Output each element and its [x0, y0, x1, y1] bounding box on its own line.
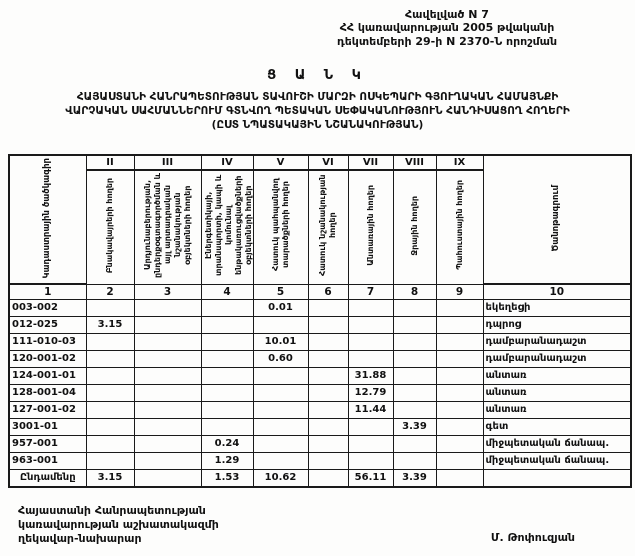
- value-cell: [253, 435, 308, 452]
- roman-numeral: VII: [348, 155, 393, 170]
- table-row: [9, 435, 631, 452]
- footer-signatory-title: [18, 504, 219, 545]
- value-cell: [308, 452, 348, 469]
- note-cell: գետ: [483, 418, 631, 435]
- total-row: [9, 469, 631, 487]
- value-cell: [86, 435, 134, 452]
- cadastral-code-cell: 128-001-04: [9, 384, 86, 401]
- note-cell: անտառ: [483, 367, 631, 384]
- footer-line: Հայաստանի Հանրապետության: [18, 504, 206, 518]
- value-cell: [436, 452, 483, 469]
- total-value-cell: 10.62: [253, 469, 308, 487]
- value-cell: [86, 401, 134, 418]
- note-cell: եկեղեցի: [483, 299, 631, 316]
- value-cell: [348, 452, 393, 469]
- col-header-water-lands: [393, 170, 436, 284]
- value-cell: [393, 435, 436, 452]
- col-header-forest-lands: [348, 170, 393, 284]
- value-cell: [308, 333, 348, 350]
- col-header-infrastructure-lands: [201, 170, 253, 284]
- value-cell: [253, 401, 308, 418]
- value-cell: 12.79: [348, 384, 393, 401]
- column-number: 9: [436, 284, 483, 299]
- col-header-label: Պահուստային հողեր: [454, 180, 464, 271]
- cadastral-code-cell: 963-001: [9, 452, 86, 469]
- note-cell: դպրոց: [483, 316, 631, 333]
- value-cell: [134, 350, 201, 367]
- title-heading: Ց Ա Ն Կ: [267, 68, 368, 84]
- col-header-label: Անտառային հողեր: [365, 185, 375, 266]
- annex-line: դեկտեմբերի 29-ի N 2370-Ն որոշման: [336, 34, 558, 48]
- note-cell: միջպետական ճանապ.: [483, 435, 631, 452]
- value-cell: 31.88: [348, 367, 393, 384]
- annex-line: ՀՀ կառավարության 2005 թվականի: [339, 21, 555, 35]
- value-cell: 10.01: [253, 333, 308, 350]
- title-line: (ԸՍՏ ՆՊԱՏԱԿԱՅԻՆ ՆՇԱՆԱԿՈՒԹՅԱՆ): [211, 118, 424, 131]
- roman-numeral: V: [253, 155, 308, 170]
- value-cell: [436, 333, 483, 350]
- total-label: Ընդամենը: [9, 469, 86, 487]
- total-value-cell: [134, 469, 201, 487]
- value-cell: [86, 350, 134, 367]
- value-cell: [253, 452, 308, 469]
- table-row: [9, 299, 631, 316]
- value-cell: [308, 350, 348, 367]
- column-number: 8: [393, 284, 436, 299]
- table-row: [9, 401, 631, 418]
- note-cell: դամբարանադաշտ: [483, 350, 631, 367]
- column-number-row: [9, 284, 631, 299]
- value-cell: [253, 418, 308, 435]
- value-cell: [348, 333, 393, 350]
- annex-line: Հավելված N 7: [405, 8, 489, 21]
- value-cell: [436, 350, 483, 367]
- value-cell: [393, 384, 436, 401]
- value-cell: [308, 418, 348, 435]
- value-cell: [134, 401, 201, 418]
- cadastral-code-cell: 111-010-03: [9, 333, 86, 350]
- value-cell: [393, 367, 436, 384]
- col-header-protected-area-lands: [253, 170, 308, 284]
- cadastral-code-cell: 012-025: [9, 316, 86, 333]
- value-cell: [134, 418, 201, 435]
- col-header-special-purpose-lands: [308, 170, 348, 284]
- value-cell: [86, 299, 134, 316]
- table-row: [9, 384, 631, 401]
- value-cell: 0.01: [253, 299, 308, 316]
- note-cell: դամբարանադաշտ: [483, 333, 631, 350]
- value-cell: [436, 299, 483, 316]
- value-cell: [253, 316, 308, 333]
- footer-line: կառավարության աշխատակազմի: [18, 517, 219, 531]
- value-cell: [436, 316, 483, 333]
- value-cell: [86, 418, 134, 435]
- value-cell: [201, 333, 253, 350]
- signature-name: Մ. Թոփուզյան: [490, 531, 575, 545]
- value-cell: [436, 367, 483, 384]
- title-line: ՎԱՐՉԱԿԱՆ ՍԱՀՄԱՆՆԵՐՈՒՄ ԳՏՆՎՈՂ ՊԵՏԱԿԱՆ ՍԵՓԱԿԱՆՈՒԹՅՈՒՆ ՀԱՆԴԻՍԱՑՈՂ ՀՈՂԵՐԻ: [65, 104, 570, 117]
- document-title: [0, 68, 635, 132]
- total-value-cell: [308, 469, 348, 487]
- col-header-label: Ջրային հողեր: [409, 195, 419, 256]
- value-cell: [201, 418, 253, 435]
- table-row: [9, 333, 631, 350]
- col-header-cadastral-code: [9, 155, 86, 284]
- column-number: 3: [134, 284, 201, 299]
- cadastral-code-cell: 957-001: [9, 435, 86, 452]
- cadastral-code-cell: 124-001-01: [9, 367, 86, 384]
- value-cell: [393, 299, 436, 316]
- value-cell: [201, 401, 253, 418]
- value-cell: [348, 350, 393, 367]
- value-cell: [134, 367, 201, 384]
- roman-numeral: IX: [436, 155, 483, 170]
- column-number: 6: [308, 284, 348, 299]
- value-cell: [393, 316, 436, 333]
- value-cell: [436, 401, 483, 418]
- roman-numeral: II: [86, 155, 134, 170]
- value-cell: 0.60: [253, 350, 308, 367]
- cadastral-code-cell: 127-001-02: [9, 401, 86, 418]
- column-number: 10: [483, 284, 631, 299]
- value-cell: [436, 435, 483, 452]
- value-cell: [134, 333, 201, 350]
- col-header-label: Հատուկ պահպանվող տարածքների հողեր: [270, 178, 290, 272]
- value-cell: 11.44: [348, 401, 393, 418]
- col-header-label: Հատուկ նշանակության հողեր: [318, 174, 337, 277]
- column-number: 4: [201, 284, 253, 299]
- value-cell: [308, 401, 348, 418]
- total-value-cell: 3.15: [86, 469, 134, 487]
- col-header-label: Արդյունաբերության, ընդերքօգտագործման և այլ արտադրական նշանակության օբյեկտների հողեր: [142, 172, 192, 278]
- value-cell: [308, 316, 348, 333]
- value-cell: [393, 452, 436, 469]
- value-cell: [436, 384, 483, 401]
- col-header-reserve-lands: [436, 170, 483, 284]
- value-cell: [86, 367, 134, 384]
- value-cell: [253, 384, 308, 401]
- value-cell: [436, 418, 483, 435]
- column-number: 5: [253, 284, 308, 299]
- col-header-note: [483, 155, 631, 284]
- table-row: [9, 367, 631, 384]
- col-header-note-label: Ծանոթագրում: [551, 184, 562, 252]
- col-header-cadastral-code-label: Կադաստրային ծածկագիր: [42, 157, 53, 279]
- col-header-label: Բնակավայրերի հողեր: [105, 177, 114, 274]
- note-cell: անտառ: [483, 384, 631, 401]
- land-categories-table: [8, 154, 632, 488]
- cadastral-code-cell: 120-001-02: [9, 350, 86, 367]
- total-value-cell: 1.53: [201, 469, 253, 487]
- value-cell: [134, 384, 201, 401]
- value-cell: [308, 299, 348, 316]
- roman-numeral-row: [9, 155, 631, 170]
- table-row: [9, 418, 631, 435]
- value-cell: 3.39: [393, 418, 436, 435]
- value-cell: [308, 435, 348, 452]
- value-cell: [393, 401, 436, 418]
- value-cell: [201, 367, 253, 384]
- value-cell: [308, 384, 348, 401]
- value-cell: [253, 367, 308, 384]
- roman-numeral: VIII: [393, 155, 436, 170]
- value-cell: [134, 435, 201, 452]
- value-cell: 3.15: [86, 316, 134, 333]
- value-cell: 0.24: [201, 435, 253, 452]
- value-cell: [134, 299, 201, 316]
- col-header-label: Էներգետիկայի, տրանսպորտի, կապի և կոմունալ ենթակառուցվածքների օբյեկտների հողեր: [203, 174, 253, 276]
- column-number: 2: [86, 284, 134, 299]
- value-cell: [308, 367, 348, 384]
- value-cell: 1.29: [201, 452, 253, 469]
- value-cell: [134, 452, 201, 469]
- value-cell: [201, 316, 253, 333]
- roman-numeral: IV: [201, 155, 253, 170]
- value-cell: [86, 333, 134, 350]
- total-note-cell: [483, 469, 631, 487]
- total-value-cell: [436, 469, 483, 487]
- signature-block: [0, 504, 635, 545]
- value-cell: [201, 299, 253, 316]
- roman-numeral: VI: [308, 155, 348, 170]
- table-row: [9, 452, 631, 469]
- value-cell: [393, 350, 436, 367]
- roman-numeral: III: [134, 155, 201, 170]
- table-row: [9, 316, 631, 333]
- table-row: [9, 350, 631, 367]
- value-cell: [86, 384, 134, 401]
- value-cell: [348, 418, 393, 435]
- col-header-industrial-lands: [134, 170, 201, 284]
- total-value-cell: 56.11: [348, 469, 393, 487]
- value-cell: [201, 350, 253, 367]
- footer-line: ղեկավար-նախարար: [18, 531, 142, 545]
- value-cell: [348, 316, 393, 333]
- value-cell: [134, 316, 201, 333]
- total-value-cell: 3.39: [393, 469, 436, 487]
- col-header-settlement-lands: [86, 170, 134, 284]
- column-number: 7: [348, 284, 393, 299]
- value-cell: [348, 299, 393, 316]
- note-cell: միջպետական ճանապ.: [483, 452, 631, 469]
- note-cell: անտառ: [483, 401, 631, 418]
- cadastral-code-cell: 003-002: [9, 299, 86, 316]
- cadastral-code-cell: 3001-01: [9, 418, 86, 435]
- value-cell: [86, 452, 134, 469]
- value-cell: [348, 435, 393, 452]
- value-cell: [393, 333, 436, 350]
- value-cell: [201, 384, 253, 401]
- annex-reference: [297, 0, 597, 48]
- title-line: ՀԱՅԱՍՏԱՆԻ ՀԱՆՐԱՊԵՏՈՒԹՅԱՆ ՏԱՎՈՒՇԻ ՄԱՐԶԻ ՈՍԿԵՊԱՐԻ ԳՅՈՒՂԱԿԱՆ ՀԱՄԱՅՆՔԻ: [76, 91, 559, 104]
- column-number: 1: [9, 284, 86, 299]
